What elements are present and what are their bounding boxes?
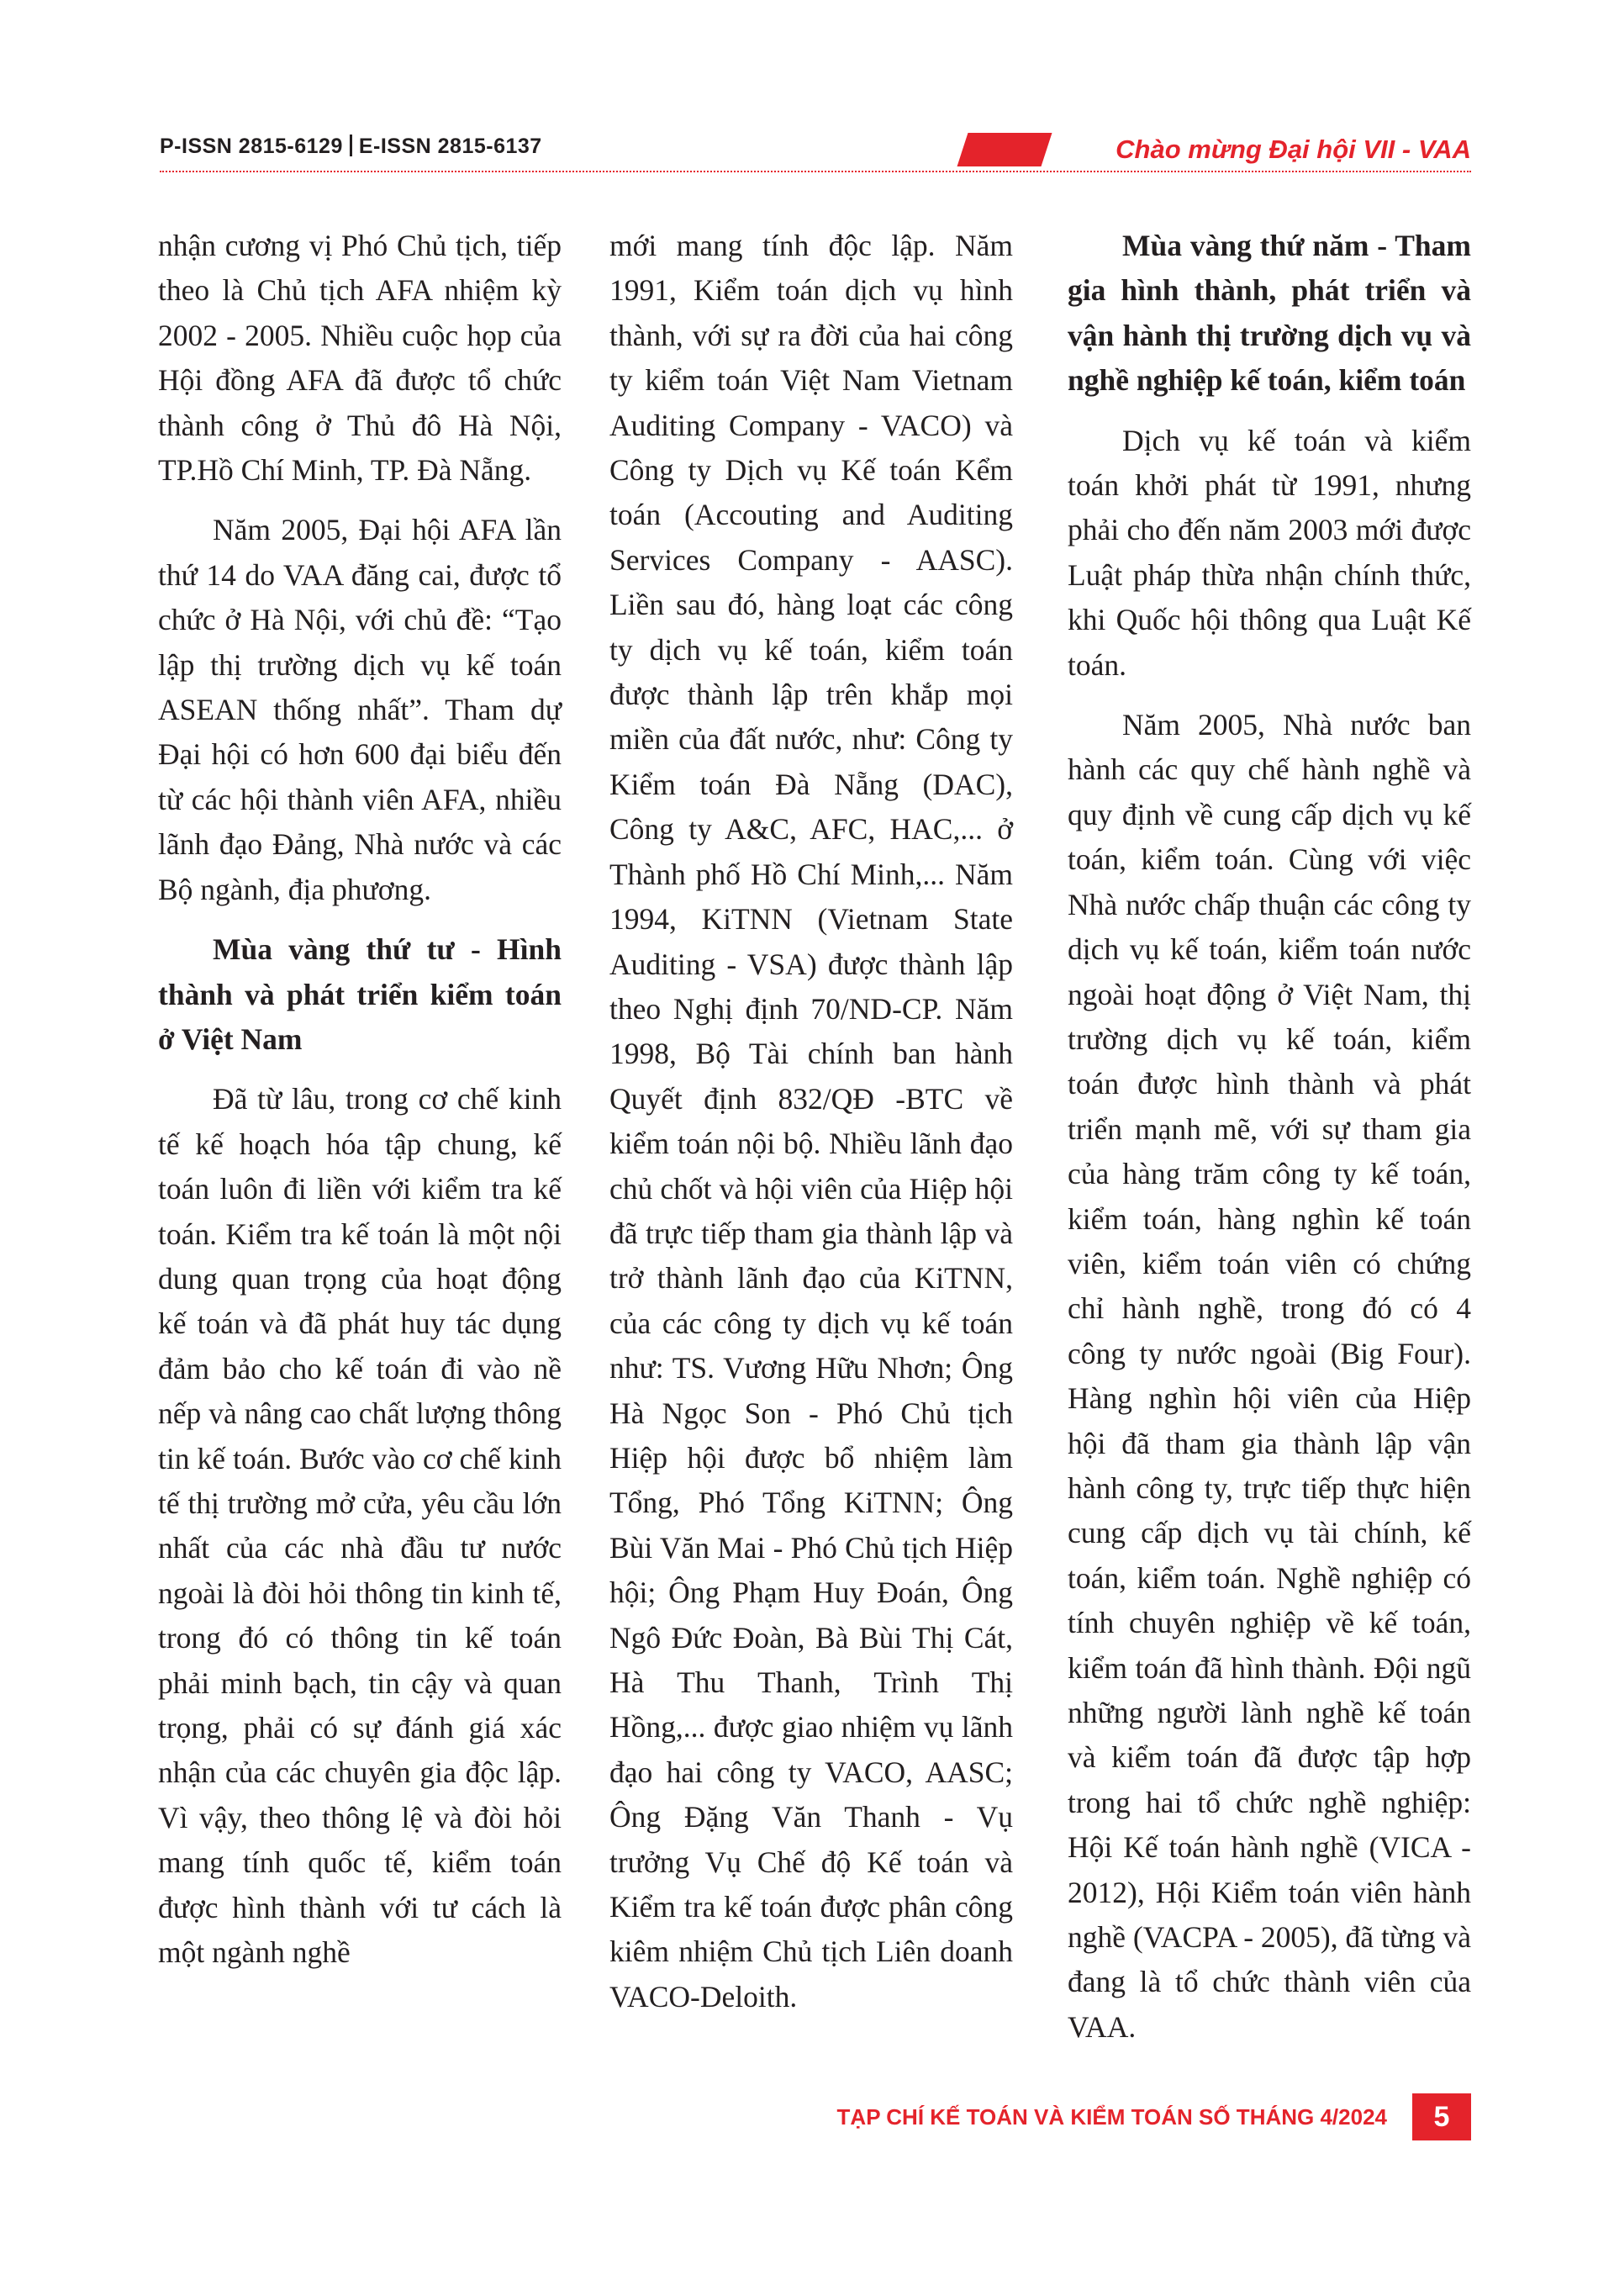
section-heading: Mùa vàng thứ tư - Hình thành và phát triển kiểm toán ở Việt Nam <box>158 932 562 1056</box>
header-accent-bar <box>957 133 1052 166</box>
header-banner: Chào mừng Đại hội VII - VAA <box>1116 135 1471 164</box>
page-number: 5 <box>1412 2093 1471 2140</box>
journal-footer: TẠP CHÍ KẾ TOÁN VÀ KIỂM TOÁN SỐ THÁNG 4/2024 <box>836 2104 1387 2130</box>
article-column-2 <box>609 224 1013 2019</box>
issn-separator <box>350 135 352 156</box>
section-heading: Mùa vàng thứ năm - Tham gia hình thành, phát triển và vận hành thị trường dịch vụ và nghề nghiệp kế toán, kiểm toán <box>1068 229 1471 398</box>
paragraph: mới mang tính độc lập. Năm 1991, Kiểm toán dịch vụ hình thành, với sự ra đời của hai công ty kiểm toán Việt Nam Vietnam Auditing Company - VACO) và Công ty Dịch vụ Kế toán Kểm toán (Accouting and Auditing Services Company - AASC). Liền sau đó, hàng loạt các công ty dịch vụ kế toán, kiểm toán được thành lập trên khắp mọi miền của đất nước, như: Công ty Kiểm toán Đà Nẵng (DAC), Công ty A&C, AFC, HAC,... ở Thành phố Hồ Chí Minh,... Năm 1994, KiTNN (Vietnam State Auditing - VSA) được thành lập theo Nghị định 70/ND-CP. Năm 1998, Bộ Tài chính ban hành Quyết định 832/QĐ -BTC về kiểm toán nội bộ. Nhiều lãnh đạo chủ chốt và hội viên của Hiệp hội đã trực tiếp tham gia thành lập và trở thành lãnh đạo của KiTNN, của các công ty dịch vụ kế toán như: TS. Vương Hữu Nhơn; Ông Hà Ngọc Son - Phó Chủ tịch Hiệp hội được bổ nhiệm làm Tổng, Phó Tổng KiTNN; Ông Bùi Văn Mai - Phó Chủ tịch Hiệp hội; Ông Phạm Huy Đoán, Ông Ngô Đức Đoàn, Bà Bùi Thị Cát, Hà Thu Thanh, Trình Thị Hồng,... được giao nhiệm vụ lãnh đạo hai công ty VACO, AASC; Ông Đặng Văn Thanh - Vụ trưởng Vụ Chế độ Kế toán và Kiểm tra kế toán được phân công kiêm nhiệm Chủ tịch Liên doanh VACO-Deloith. <box>609 229 1013 2014</box>
article-column-3 <box>1068 224 1471 2050</box>
paragraph: Năm 2005, Nhà nước ban hành các quy chế hành nghề và quy định về cung cấp dịch vụ kế toán, kiểm toán. Cùng với việc Nhà nước chấp thuận các công ty dịch vụ kế toán, kiểm toán nước ngoài hoạt động ở Việt Nam, thị trường dịch vụ kế toán, kiểm toán được hình thành và phát triển mạnh mẽ, với sự tham gia của hàng trăm công ty kế toán, kiểm toán, hàng nghìn kế toán viên, kiểm toán viên có chứng chỉ hành nghề, trong đó có 4 công ty nước ngoài (Big Four). Hàng nghìn hội viên của Hiệp hội đã tham gia thành lập vận hành công ty, trực tiếp thực hiện cung cấp dịch vụ tài chính, kế toán, kiểm toán. Nghề nghiệp có tính chuyên nghiệp về kế toán, kiểm toán đã hình thành. Đội ngũ những người lành nghề kế toán và kiểm toán đã được tập hợp trong hai tổ chức nghề nghiệp: Hội Kế toán hành nghề (VICA - 2012), Hội Kiểm toán viên hành nghề (VACPA - 2005), đã từng và đang là tổ chức thành viên của VAA. <box>1068 708 1471 2044</box>
article-column-1 <box>158 224 562 1975</box>
paragraph: Dịch vụ kế toán và kiểm toán khởi phát từ 1991, nhưng phải cho đến năm 2003 mới được Luật pháp thừa nhận chính thức, khi Quốc hội thông qua Luật Kế toán. <box>1068 423 1471 682</box>
paragraph: Năm 2005, Đại hội AFA lần thứ 14 do VAA đăng cai, được tổ chức ở Hà Nội, với chủ đề: “Tạo lập thị trường dịch vụ kế toán ASEAN thống nhất”. Tham dự Đại hội có hơn 600 đại biểu đến từ các hội thành viên AFA, nhiều lãnh đạo Đảng, Nhà nước và các Bộ ngành, địa phương. <box>158 513 562 906</box>
p-issn: P-ISSN 2815-6129 <box>160 135 343 158</box>
e-issn: E-ISSN 2815-6137 <box>358 135 542 158</box>
paragraph: nhận cương vị Phó Chủ tịch, tiếp theo là Chủ tịch AFA nhiệm kỳ 2002 - 2005. Nhiều cuộc họp của Hội đồng AFA đã được tổ chức thành công ở Thủ đô Hà Nội, TP.Hồ Chí Minh, TP. Đà Nẵng. <box>158 229 562 488</box>
issn-line <box>160 135 542 159</box>
paragraph: Đã từ lâu, trong cơ chế kinh tế kế hoạch hóa tập chung, kế toán luôn đi liền với kiểm tra kế toán. Kiểm tra kế toán là một nội dung quan trọng của hoạt động kế toán và đã phát huy tác dụng đảm bảo cho kế toán đi vào nề nếp và nâng cao chất lượng thông tin kế toán. Bước vào cơ chế kinh tế thị trường mở cửa, yêu cầu lớn nhất của các nhà đầu tư nước ngoài là đòi hỏi thông tin kinh tế, trong đó có thông tin kế toán phải minh bạch, tin cậy và quan trọng, phải có sự đánh giá xác nhận của các chuyên gia độc lập. Vì vậy, theo thông lệ và đòi hỏi mang tính quốc tế, kiểm toán được hình thành với tư cách là một ngành nghề <box>158 1082 562 1970</box>
header-divider <box>160 171 1471 172</box>
